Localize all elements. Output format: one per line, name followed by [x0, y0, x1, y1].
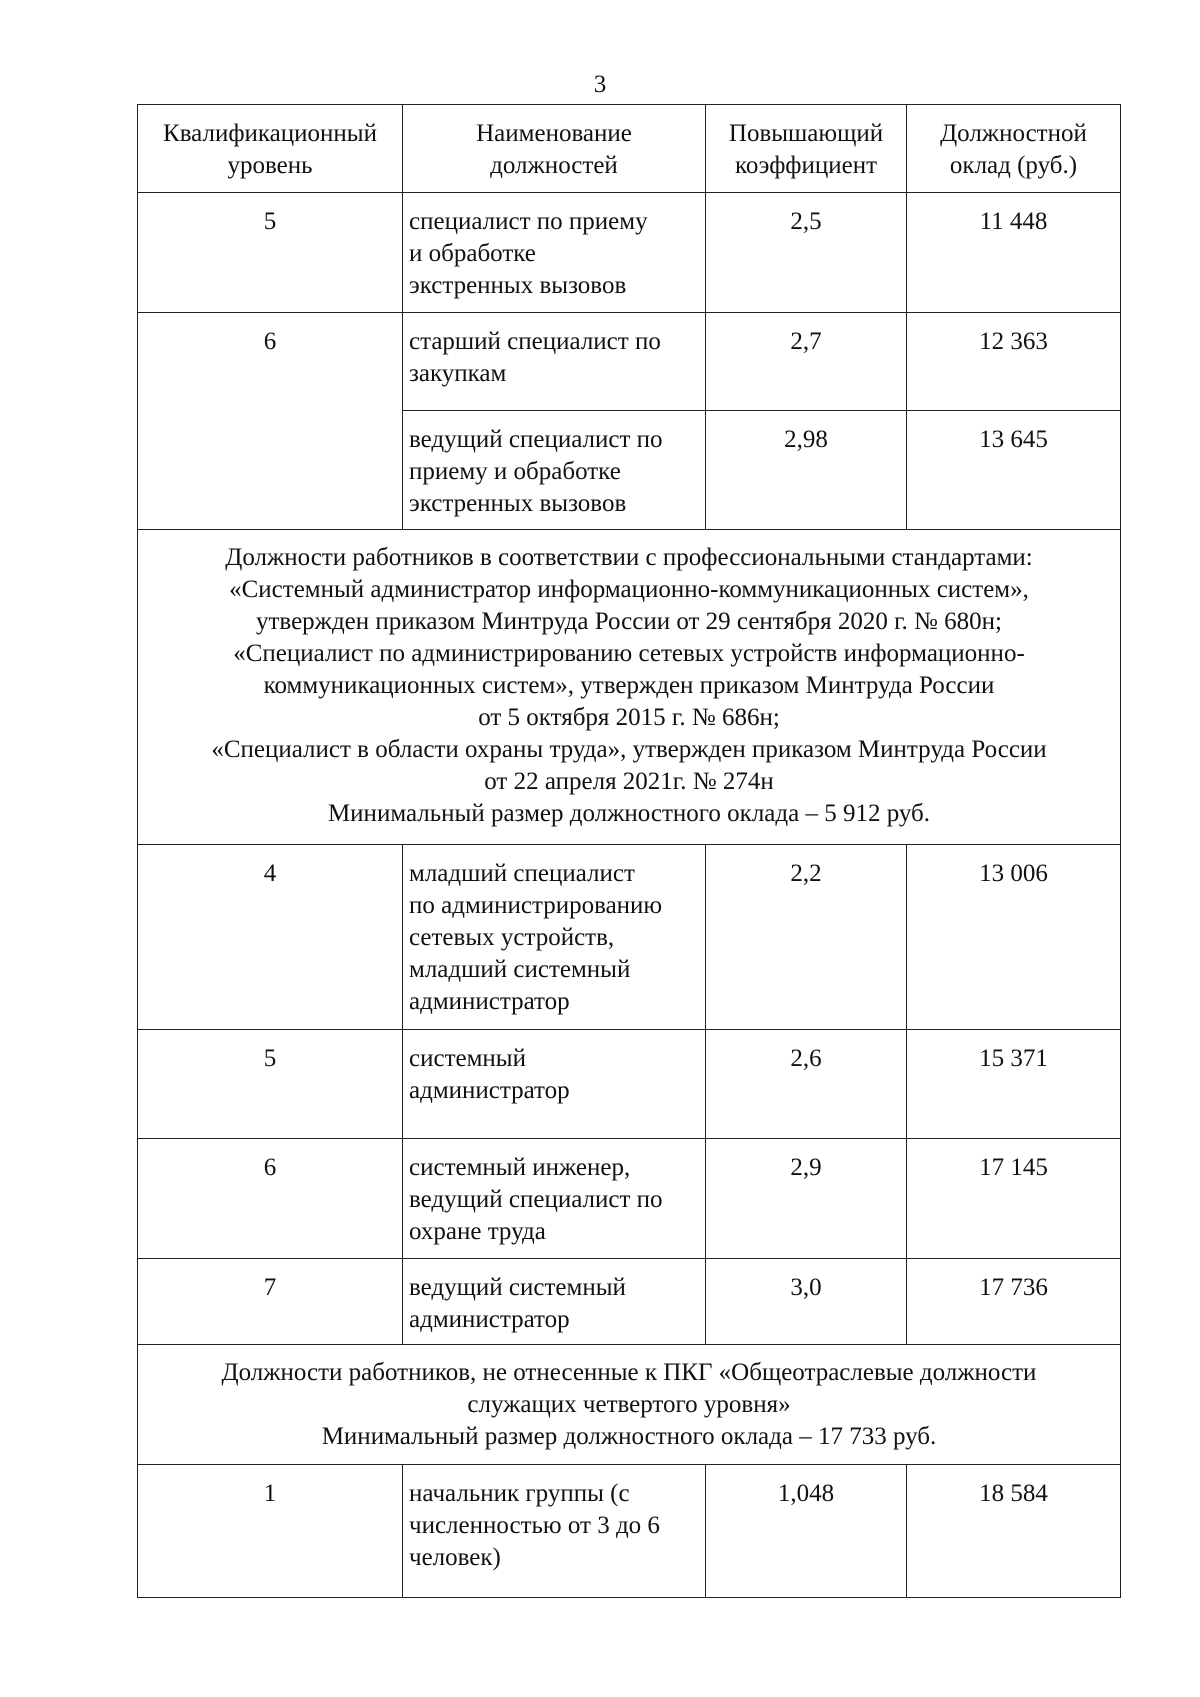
salary-cell: 13 006	[907, 845, 1121, 1030]
table-row	[138, 1030, 1121, 1139]
level-cell: 5	[138, 1030, 403, 1139]
position-cell: ведущий специалист по приему и обработке экстренных вызовов	[403, 411, 706, 530]
table-row	[138, 313, 1121, 411]
section-row	[138, 530, 1121, 845]
coefficient-cell: 1,048	[706, 1465, 907, 1598]
salary-cell: 13 645	[907, 411, 1121, 530]
section-heading-professional-standards: Должности работников в соответствии с профессиональными стандартами: «Системный администратор информационно-коммуникационных систем», утвержден приказом Минтруда России от 29 сентября 2020 г. № 680н; «Специалист по администрированию сетевых устройств информационно- коммуникационных систем», утвержден приказом Минтруда России от 5 октября 2015 г. № 686н; «Специалист в области охраны труда», утвержден приказом Минтруда России от 22 апреля 2021г. № 274н Минимальный размер должностного оклада – 5 912 руб.	[138, 530, 1121, 845]
table-row	[138, 193, 1121, 313]
table-row	[138, 1259, 1121, 1345]
salary-table	[137, 104, 1121, 1598]
salary-cell: 11 448	[907, 193, 1121, 313]
salary-cell: 12 363	[907, 313, 1121, 411]
position-cell: младший специалист по администрированию сетевых устройств, младший системный администратор	[403, 845, 706, 1030]
level-cell: 6	[138, 1139, 403, 1259]
coefficient-cell: 2,6	[706, 1030, 907, 1139]
header-salary: Должностной оклад (руб.)	[907, 105, 1121, 193]
coefficient-cell: 2,98	[706, 411, 907, 530]
salary-cell: 18 584	[907, 1465, 1121, 1598]
position-cell: специалист по приему и обработке экстренных вызовов	[403, 193, 706, 313]
level-cell: 6	[138, 313, 403, 530]
page-number: 3	[593, 71, 607, 98]
coefficient-cell: 3,0	[706, 1259, 907, 1345]
coefficient-cell: 2,9	[706, 1139, 907, 1259]
position-cell: системный инженер, ведущий специалист по охране труда	[403, 1139, 706, 1259]
coefficient-cell: 2,5	[706, 193, 907, 313]
section-row	[138, 1345, 1121, 1465]
position-cell: системный администратор	[403, 1030, 706, 1139]
position-cell: старший специалист по закупкам	[403, 313, 706, 411]
coefficient-cell: 2,7	[706, 313, 907, 411]
level-cell: 7	[138, 1259, 403, 1345]
salary-cell: 17 145	[907, 1139, 1121, 1259]
section-heading-non-pkg: Должности работников, не отнесенные к ПКГ «Общеотраслевые должности служащих четвертого уровня» Минимальный размер должностного оклада – 17 733 руб.	[138, 1345, 1121, 1465]
level-cell: 1	[138, 1465, 403, 1598]
header-coefficient: Повышающий коэффициент	[706, 105, 907, 193]
header-qualification-level: Квалификационный уровень	[138, 105, 403, 193]
coefficient-cell: 2,2	[706, 845, 907, 1030]
salary-cell: 17 736	[907, 1259, 1121, 1345]
header-position-name: Наименование должностей	[403, 105, 706, 193]
position-cell: начальник группы (с численностью от 3 до 6 человек)	[403, 1465, 706, 1598]
salary-cell: 15 371	[907, 1030, 1121, 1139]
table-row	[138, 845, 1121, 1030]
table-row	[138, 1465, 1121, 1598]
level-cell: 4	[138, 845, 403, 1030]
position-cell: ведущий системный администратор	[403, 1259, 706, 1345]
table-row	[138, 1139, 1121, 1259]
table-header-row	[138, 105, 1121, 193]
level-cell: 5	[138, 193, 403, 313]
